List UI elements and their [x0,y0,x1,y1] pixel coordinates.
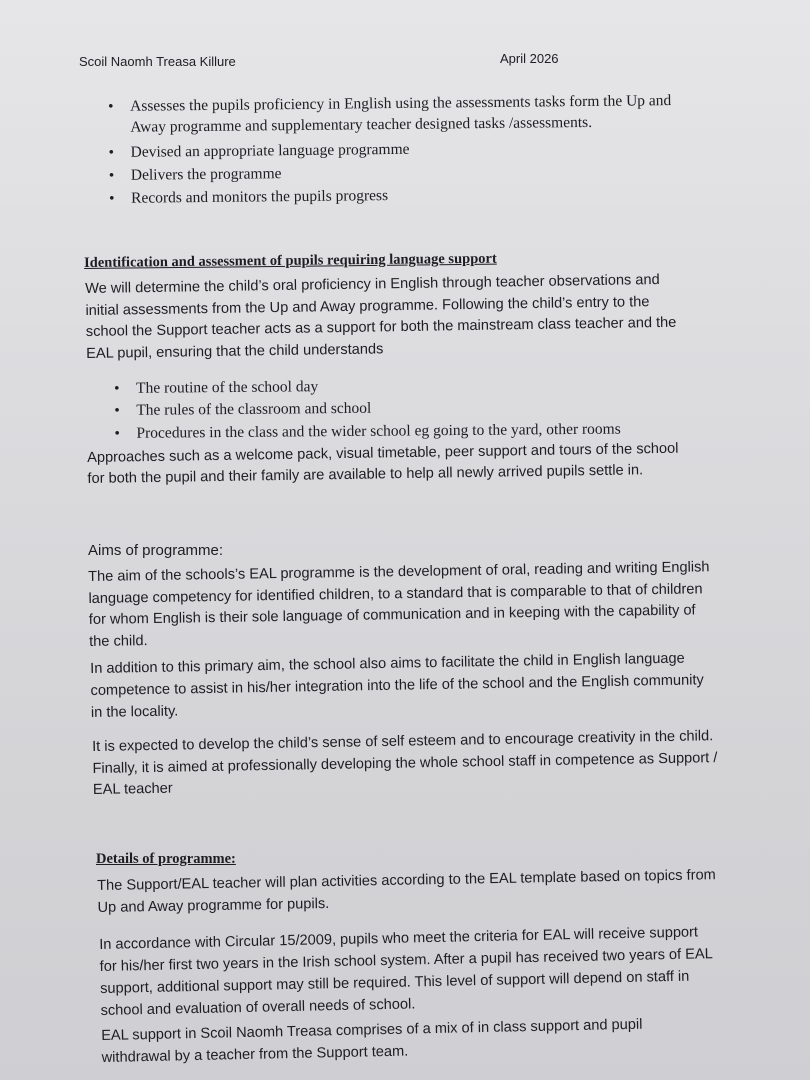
approaches-paragraph [87,438,698,490]
details-text-2: In accordance with Circular 15/2009, pupils who meet the criteria for EAL will receive support for his/her first two years in the Irish school system. After a pupil has received two years of EAL support, additional support may still be required. This level of support will depend on staff in school and evaluation of overall needs of school. [99,924,713,1019]
aims-text-2: In addition to this primary aim, the school also aims to facilitate the child in English language competence to assist in his/her integration into the life of the school and the English community in the locality. [90,650,704,721]
aims-text-1: The aim of the schools’s EAL programme is the development of oral, reading and writing English language competency for identified children, to a standard that is comparable to that of children for whom English is their sole language of communication and in keeping with the capability of the child. [88,559,710,650]
list-item: • The rules of the classroom and school [114,395,674,421]
details-text-3: EAL support in Scoil Naomh Treasa comprises of a mix of in class support and pupil withdrawal by a teacher from the Support team. [101,1016,643,1066]
aims-paragraph-1 [88,557,711,653]
aims-text-3: It is expected to develop the child’s sense of self esteem and to encourage creativity in the child. Finally, it is aimed at professionally developing the whole school staff in competence as Support / EAL teacher [92,728,718,798]
list-item: • Delivers the programme [109,159,679,186]
school-name: Scoil Naomh Treasa Killure [79,54,236,69]
understanding-list [114,373,675,444]
details-paragraph-2 [99,921,717,1022]
details-text-1: The Support/EAL teacher will plan activities according to the EAL template based on topics from Up and Away programme for pupils. [97,867,716,916]
aims-heading: Aims of programme: [88,542,224,559]
understanding-list-block [114,373,675,444]
aims-paragraph-2 [90,647,719,724]
details-paragraph-3 [101,1013,692,1069]
details-paragraph-1 [97,864,722,919]
document-date: April 2026 [500,51,559,66]
identification-intro [85,269,692,365]
list-item: • Assesses the pupils proficiency in English using the assessments tasks form the Up and Away programme and supplementary teacher designed tasks /assessments. [108,90,678,138]
details-heading: Details of programme: [96,851,236,867]
identification-heading: Identification and assessment of pupils requiring language support [84,250,497,271]
aims-paragraph-3 [92,726,721,801]
approaches-text: Approaches such as a welcome pack, visual timetable, peer support and tours of the school for both the pupil and their family are available to help all newly arrived pupils settle in. [87,440,679,487]
list-item: • Devised an appropriate language programme [108,136,678,163]
responsibilities-list-block [108,90,679,209]
list-item: • Records and monitors the pupils progress [109,182,679,209]
list-item: • The routine of the school day [114,373,674,399]
identification-intro-text: We will determine the child’s oral proficiency in English through teacher observations and initial assessments from the Up and Away programme. Following the child’s entry to the school the Support teacher acts as a support for both the mainstream class teacher and the EAL pupil, ensuring that the child understands [85,271,677,362]
list-item: • Procedures in the class and the wider school eg going to the yard, other rooms [114,418,674,444]
responsibilities-list [108,90,679,209]
